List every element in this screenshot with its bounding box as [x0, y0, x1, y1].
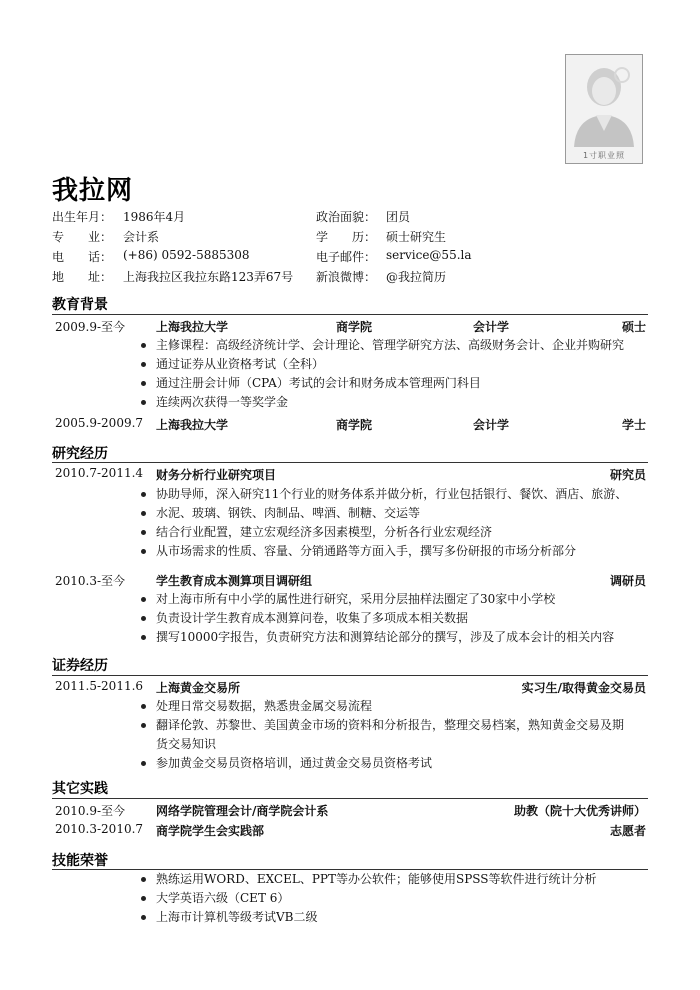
section-title-practice: 其它实践: [52, 781, 108, 797]
list-item: 通过注册会计师（CPA）考试的会计和财务成本管理两门科目: [140, 374, 648, 393]
info-label: 新浪微博：: [316, 270, 377, 284]
section-divider: [52, 314, 648, 315]
entry-major: 会计学: [473, 320, 510, 334]
entry-date: 2010.9-至今: [55, 804, 126, 818]
entry-date: 2010.3-至今: [55, 574, 126, 588]
entry-date: 2011.5-2011.6: [55, 679, 144, 693]
entry-school: 上海我拉大学: [156, 320, 229, 334]
entry-project: 财务分析行业研究项目: [156, 468, 277, 482]
bullet-icon: [141, 915, 146, 920]
bullet-icon: [141, 635, 146, 640]
practice-entry: [52, 822, 648, 840]
education-bullets: [140, 336, 648, 412]
entry-project: 学生教育成本测算项目调研组: [156, 574, 313, 588]
list-item: 结合行业配置，建立宏观经济多因素模型，分析各行业宏观经济: [140, 523, 648, 542]
entry-org: 商学院学生会实践部: [156, 824, 265, 838]
photo-caption: 1寸职业照: [582, 151, 626, 160]
education-entry: [52, 416, 648, 434]
entry-dept: 商学院: [336, 418, 373, 432]
profile-photo: [565, 54, 643, 164]
entry-dept: 商学院: [336, 320, 373, 334]
info-label: 电 话：: [52, 250, 113, 264]
info-label: 地 址：: [52, 270, 113, 284]
info-label: 专 业：: [52, 230, 113, 244]
info-value: 团员: [386, 210, 411, 224]
section-divider: [52, 798, 648, 799]
list-item: 通过证券从业资格考试（全科）: [140, 355, 648, 374]
entry-date: 2009.9-至今: [55, 320, 126, 334]
list-item: 翻译伦敦、苏黎世、美国黄金市场的资料和分析报告，整理交易档案，熟知黄金交易及期: [140, 716, 648, 735]
list-item: 从市场需求的性质、容量、分销通路等方面入手，撰写多份研报的市场分析部分: [140, 542, 648, 561]
info-label: 出生年月：: [52, 210, 113, 224]
list-item: 货交易知识: [156, 737, 217, 751]
entry-org: 网络学院管理会计/商学院会计系: [156, 804, 329, 818]
section-title-research: 研究经历: [52, 446, 108, 462]
securities-entry: [52, 679, 648, 697]
entry-org: 上海黄金交易所: [156, 681, 241, 695]
entry-major: 会计学: [473, 418, 510, 432]
bullet-icon: [141, 343, 146, 348]
entry-degree: 学士: [621, 418, 646, 432]
bullet-icon: [141, 723, 146, 728]
bullet-icon: [141, 492, 146, 497]
list-item: 对上海市所有中小学的属性进行研究，采用分层抽样法圈定了30家中小学校: [140, 590, 648, 609]
list-item: 主修课程：高级经济统计学、会计理论、管理学研究方法、高级财务会计、企业并购研究: [140, 336, 648, 355]
info-label: 政治面貌：: [316, 210, 377, 224]
weibo-value: @我拉简历: [386, 270, 447, 284]
personal-info: [52, 208, 652, 288]
list-item: 处理日常交易数据，熟悉贵金属交易流程: [140, 697, 648, 716]
bullet-icon: [141, 530, 146, 535]
info-value: 1986年4月: [123, 210, 186, 224]
section-title-education: 教育背景: [52, 297, 108, 313]
info-row: [52, 268, 652, 288]
candidate-name: 我拉网: [52, 176, 134, 206]
list-item: 上海市计算机等级考试VB二级: [140, 908, 648, 927]
avatar-placeholder-icon: [566, 55, 642, 163]
research-entry: [52, 466, 648, 484]
skills-bullets: [140, 870, 648, 927]
bullet-icon: [141, 549, 146, 554]
entry-school: 上海我拉大学: [156, 418, 229, 432]
list-item: 协助导师，深入研究11个行业的财务体系并做分析，行业包括银行、餐饮、酒店、旅游、: [140, 485, 648, 504]
research-bullets: [140, 590, 648, 647]
list-item: 参加黄金交易员资格培训，通过黄金交易员资格考试: [140, 754, 648, 773]
bullet-icon: [141, 597, 146, 602]
info-value: 硕士研究生: [386, 230, 447, 244]
practice-entry: [52, 802, 648, 820]
bullet-icon: [141, 381, 146, 386]
section-title-skills: 技能荣誉: [52, 853, 108, 869]
entry-date: 2005.9-2009.7: [55, 416, 144, 430]
research-entry: [52, 572, 648, 590]
info-label: 电子邮件：: [316, 250, 377, 264]
address-value: 上海我拉区我拉东路123弄67号: [123, 270, 294, 284]
bullet-icon: [141, 761, 146, 766]
info-value: 会计系: [123, 230, 160, 244]
info-label: 学 历：: [316, 230, 377, 244]
bullet-icon: [141, 511, 146, 516]
entry-degree: 硕士: [621, 320, 646, 334]
info-row: [52, 208, 652, 228]
section-divider: [52, 462, 648, 463]
bullet-icon: [141, 877, 146, 882]
education-entry: [52, 318, 648, 336]
info-row: [52, 248, 652, 268]
entry-date: 2010.3-2010.7: [55, 822, 144, 836]
list-item: 连续两次获得一等奖学金: [140, 393, 648, 412]
research-bullets: [140, 485, 648, 561]
list-item: 熟练运用WORD、EXCEL、PPT等办公软件；能够使用SPSS等软件进行统计分析: [140, 870, 648, 889]
entry-role: 研究员: [609, 468, 646, 482]
entry-date: 2010.7-2011.4: [55, 466, 144, 480]
phone-value: (+86) 0592-5885308: [123, 248, 250, 262]
bullet-icon: [141, 704, 146, 709]
email-value: service@55.la: [386, 248, 472, 262]
entry-role: 志愿者: [609, 824, 646, 838]
bullet-icon: [141, 896, 146, 901]
section-title-securities: 证券经历: [52, 658, 108, 674]
list-item: 撰写10000字报告，负责研究方法和测算结论部分的撰写，涉及了成本会计的相关内容: [140, 628, 648, 647]
bullet-icon: [141, 616, 146, 621]
bullet-icon: [141, 362, 146, 367]
info-row: [52, 228, 652, 248]
list-item: 大学英语六级（CET 6）: [140, 889, 648, 908]
list-item: 负责设计学生教育成本测算问卷，收集了多项成本相关数据: [140, 609, 648, 628]
section-divider: [52, 675, 648, 676]
entry-role: 助教（院十大优秀讲师）: [513, 804, 646, 818]
list-item: 水泥、玻璃、钢铁、肉制品、啤酒、制糖、交运等: [140, 504, 648, 523]
securities-bullets: [140, 697, 648, 773]
entry-role: 实习生/取得黄金交易员: [521, 681, 646, 695]
entry-role: 调研员: [609, 574, 646, 588]
bullet-icon: [141, 400, 146, 405]
